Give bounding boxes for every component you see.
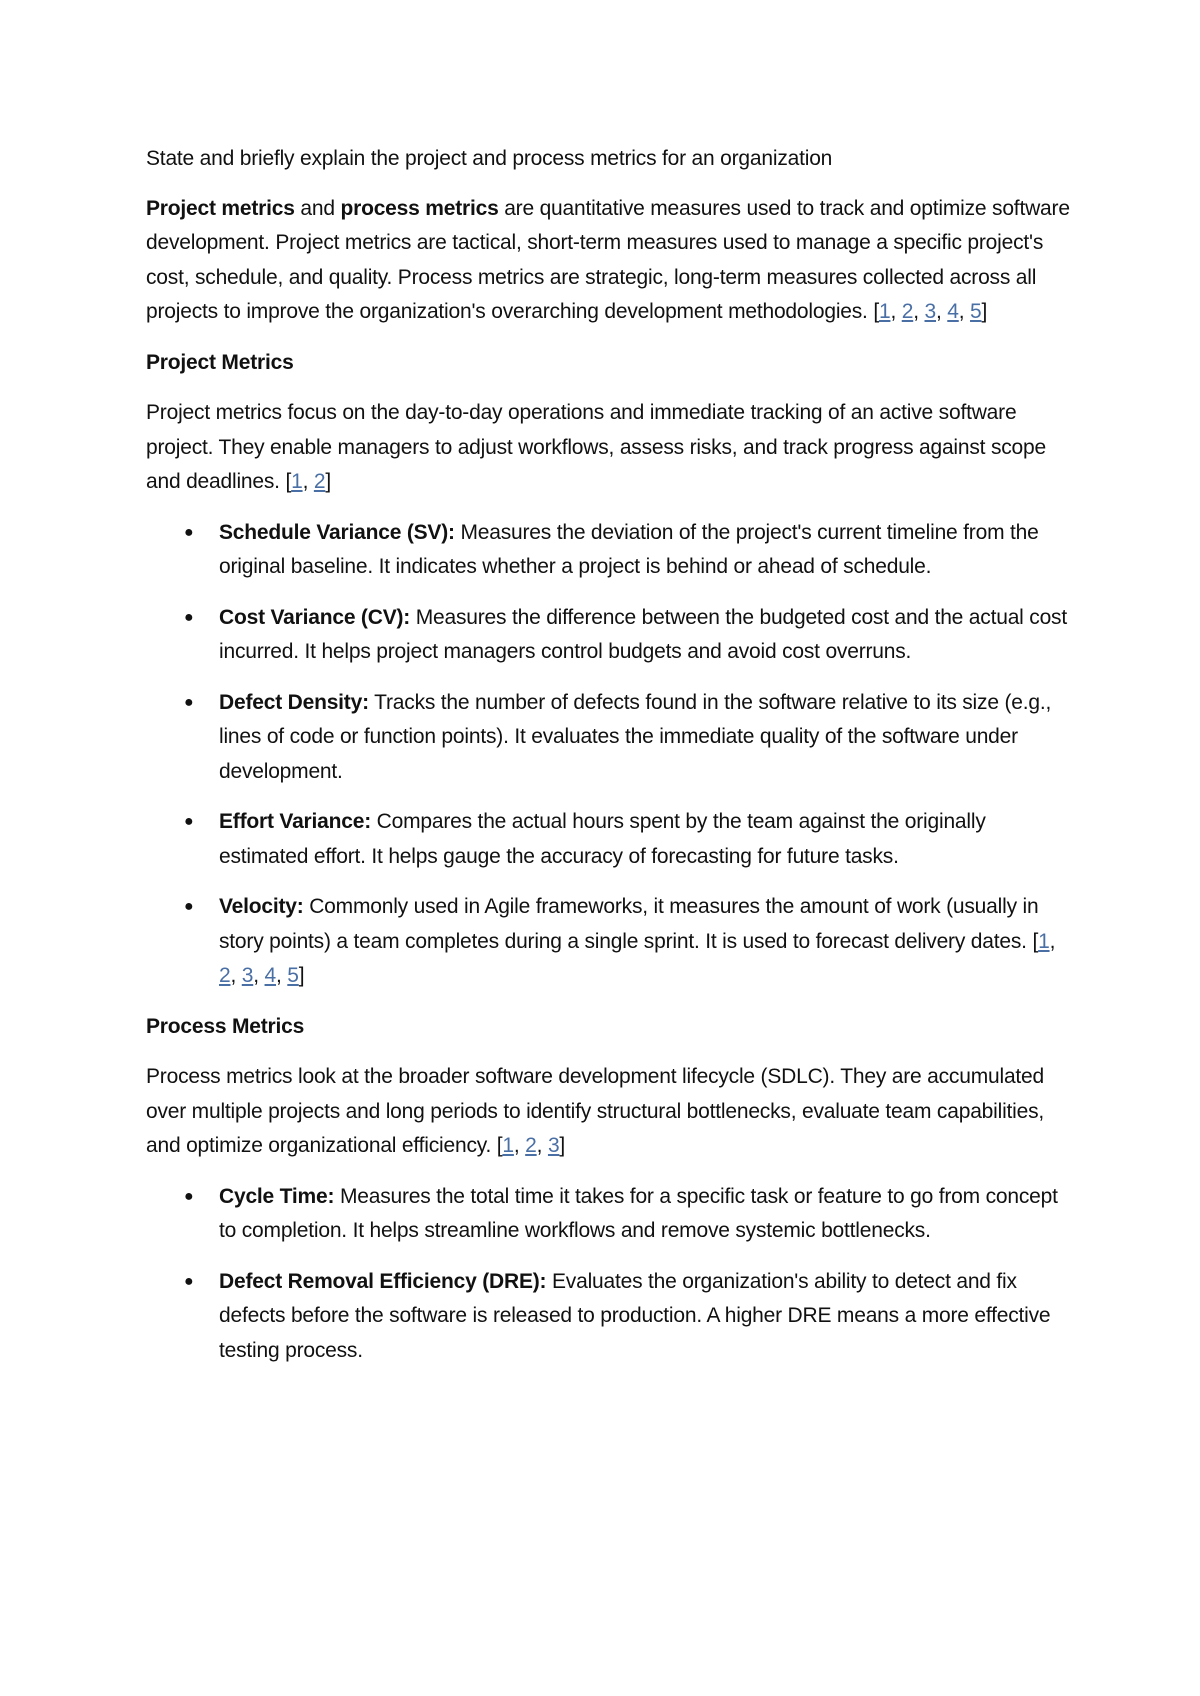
citation-link[interactable]: 2 <box>525 1134 537 1157</box>
bullet-icon: ● <box>184 813 194 830</box>
citation-link[interactable]: 4 <box>947 300 959 323</box>
bullet-icon: ● <box>184 1272 194 1290</box>
process-para-text: Process metrics look at the broader software development lifecycle (SDLC). They are accumulated over multiple projects and long periods to identify structural bottlenecks, evaluate team capabilities, and optimize organizational efficiency. <box>146 1065 1045 1157</box>
bullet-icon: ● <box>184 898 194 915</box>
item-text: Measures the deviation of the project's current timeline from the original baseline. It indicates whether a project is behind or ahead of schedule. <box>219 520 1039 578</box>
term-process-metrics: process metrics <box>340 196 499 220</box>
list-item <box>146 516 1076 585</box>
intro-text-2: are quantitative measures used to track and optimize software development. Project metrics are tactical, short-term measures used to manage a specific project's cost, schedule, and quality. Process metrics are strategic, long-term measures collected across all projects to improve the organization's overarching development methodologies. <box>146 196 1070 323</box>
citation-link[interactable]: 4 <box>264 964 277 987</box>
citation-link[interactable]: 2 <box>219 964 231 987</box>
section-heading-process: Process Metrics <box>146 1014 305 1038</box>
citation-link[interactable]: 3 <box>547 1134 560 1157</box>
item-term: Cycle Time: <box>219 1184 335 1208</box>
document-page <box>146 142 1076 1384</box>
item-term: Defect Density: <box>219 690 369 714</box>
citation-link[interactable]: 3 <box>924 300 936 323</box>
citation-link[interactable]: 5 <box>970 300 982 323</box>
citation-link[interactable]: 1 <box>502 1134 514 1157</box>
item-text: Measures the difference between the budgeted cost and the actual cost incurred. It helps project managers control budgets and avoid cost overruns. <box>219 605 1067 663</box>
list-item <box>146 1265 1076 1369</box>
citation-group: [1, 2, 3] <box>496 1134 566 1157</box>
intro-paragraph <box>146 192 1076 330</box>
bullet-icon: ● <box>184 608 194 626</box>
citation-group: [1, 2] <box>285 470 331 493</box>
list-item <box>146 805 1076 874</box>
citation-link[interactable]: 5 <box>287 964 299 987</box>
intro-text-1: and <box>294 196 341 220</box>
list-item <box>146 686 1076 790</box>
citation-link[interactable]: 1 <box>1038 929 1050 953</box>
item-text: Compares the actual hours spent by the team against the originally estimated effort. It helps gauge the accuracy of forecasting for future tasks. <box>219 810 986 868</box>
item-term: Velocity: <box>219 895 304 918</box>
section-heading-project: Project Metrics <box>146 350 294 374</box>
item-term: Schedule Variance (SV): <box>219 520 455 544</box>
item-text: Evaluates the organization's ability to detect and fix defects before the software is released to production. A higher DRE means a more effective testing process. <box>219 1269 1051 1362</box>
citation-link[interactable]: 2 <box>901 300 914 323</box>
item-text: Tracks the number of defects found in the software relative to its size (e.g., lines of code or function points). It evaluates the immediate quality of the software under development. <box>219 690 1052 783</box>
question-text: State and briefly explain the project and process metrics for an organization <box>146 147 833 170</box>
citation-link[interactable]: 1 <box>291 470 303 493</box>
citation-group: [1, 2, 3, 4, 5] <box>219 929 1056 987</box>
list-item <box>146 601 1076 670</box>
citation-link[interactable]: 2 <box>313 470 326 493</box>
citation-link[interactable]: 3 <box>241 964 254 987</box>
bullet-icon: ● <box>184 523 194 541</box>
bullet-icon: ● <box>184 693 194 711</box>
list-item <box>146 890 1076 994</box>
bullet-icon: ● <box>184 1187 194 1205</box>
item-text: Commonly used in Agile frameworks, it measures the amount of work (usually in story points) a team completes during a single sprint. It is used to forecast delivery dates. <box>219 895 1039 953</box>
project-para-text: Project metrics focus on the day-to-day operations and immediate tracking of an active software project. They enable managers to adjust workflows, assess risks, and track progress against scope and deadlines. <box>146 401 1046 493</box>
citation-link[interactable]: 1 <box>878 300 891 323</box>
process-metrics-list <box>146 1180 1076 1369</box>
item-text: Measures the total time it takes for a specific task or feature to go from concept to completion. It helps streamline workflows and remove systemic bottlenecks. <box>219 1184 1058 1242</box>
term-project-metrics: Project metrics <box>146 196 295 220</box>
item-term: Cost Variance (CV): <box>219 605 411 629</box>
citation-group: [1, 2, 3, 4, 5] <box>873 300 988 323</box>
process-paragraph <box>146 1060 1076 1164</box>
item-term: Defect Removal Efficiency (DRE): <box>219 1269 547 1293</box>
list-item <box>146 1180 1076 1249</box>
project-paragraph <box>146 396 1076 500</box>
item-term: Effort Variance: <box>219 810 372 833</box>
project-metrics-list <box>146 516 1076 994</box>
